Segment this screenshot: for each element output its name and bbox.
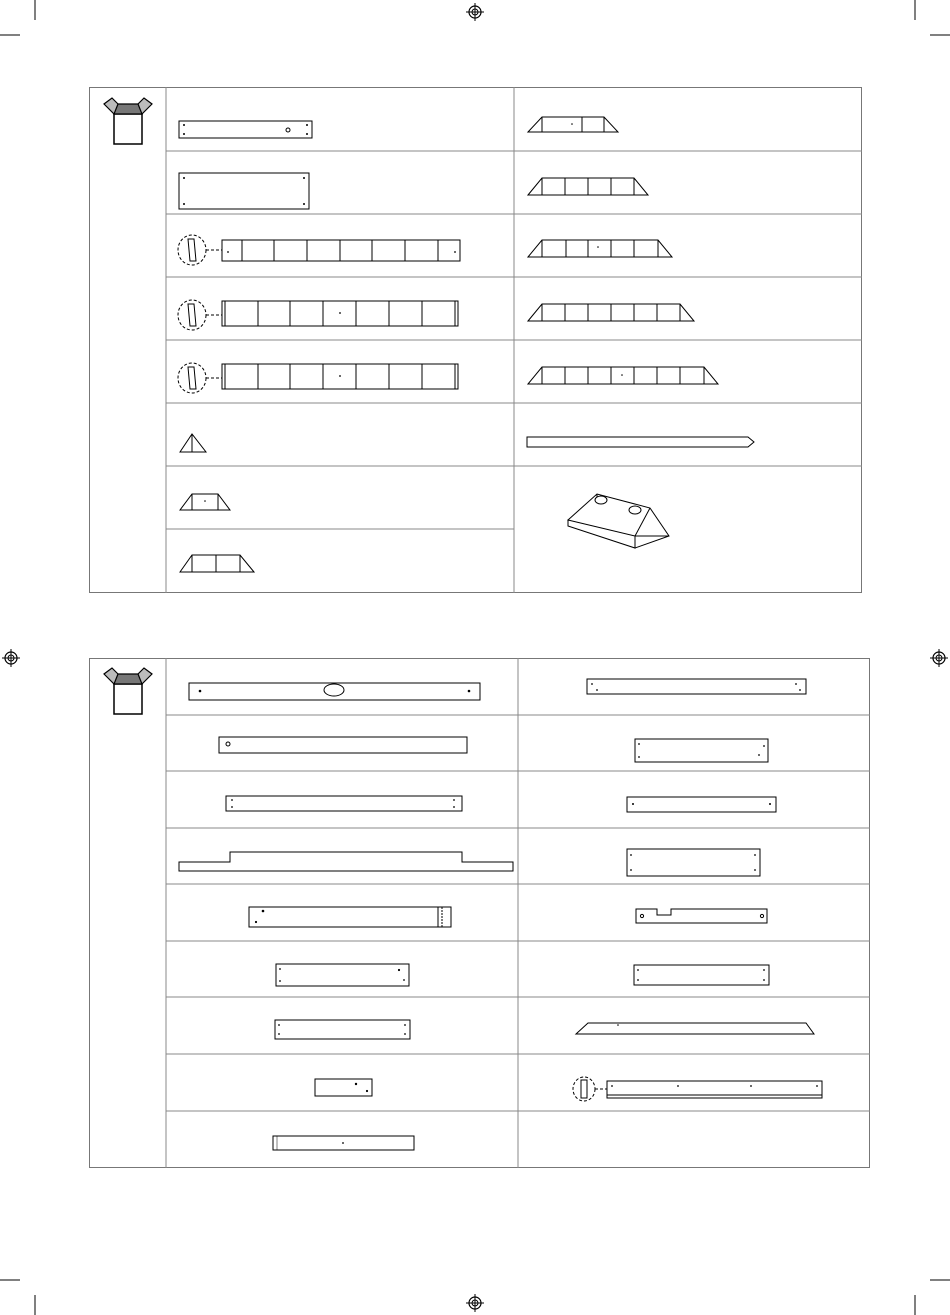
part-trapezoid-5 [526, 176, 652, 198]
part-shelf-long-pin [570, 1076, 826, 1102]
open-box-icon [102, 96, 154, 148]
part-panel-right-a [634, 737, 772, 765]
part-board-two-holes [225, 794, 465, 814]
part-stepped-board [178, 850, 516, 874]
part-long-board-oval [188, 680, 484, 704]
part-tiny-panel [314, 1077, 376, 1099]
part-trapezoid-7 [526, 302, 698, 324]
part-trapezoid-3 [178, 553, 258, 575]
open-box-icon-2 [102, 666, 154, 718]
part-thin-board-center-dot [272, 1134, 418, 1154]
part-small-panel-b [274, 1018, 414, 1042]
part-small-panel-a [275, 962, 413, 990]
part-long-rod [526, 435, 758, 449]
part-shelf-7-cells-c [176, 359, 466, 395]
part-shelf-7-cells [176, 233, 466, 267]
part-trapezoid-8 [526, 365, 722, 387]
part-small-triangle [178, 432, 210, 454]
part-panel-right-d [633, 963, 773, 987]
part-shelf-7-cells-b [176, 296, 466, 332]
part-panel-right-c [626, 847, 764, 879]
part-board-slot-end [248, 905, 454, 931]
part-notched-board [635, 907, 773, 927]
part-long-board-right [586, 677, 810, 697]
part-angled-strip [574, 1019, 818, 1037]
part-panel-with-hole [178, 118, 318, 142]
part-trapezoid-3-top [526, 115, 622, 135]
part-trapezoid-6 [526, 238, 676, 260]
part-panel-four-corners [178, 171, 313, 213]
part-board-hole-left [218, 735, 470, 757]
part-board-right-b [626, 795, 780, 815]
part-wedge-block [565, 488, 675, 552]
parts-table-1-grid [89, 87, 862, 593]
part-trapezoid-2 [178, 492, 234, 512]
